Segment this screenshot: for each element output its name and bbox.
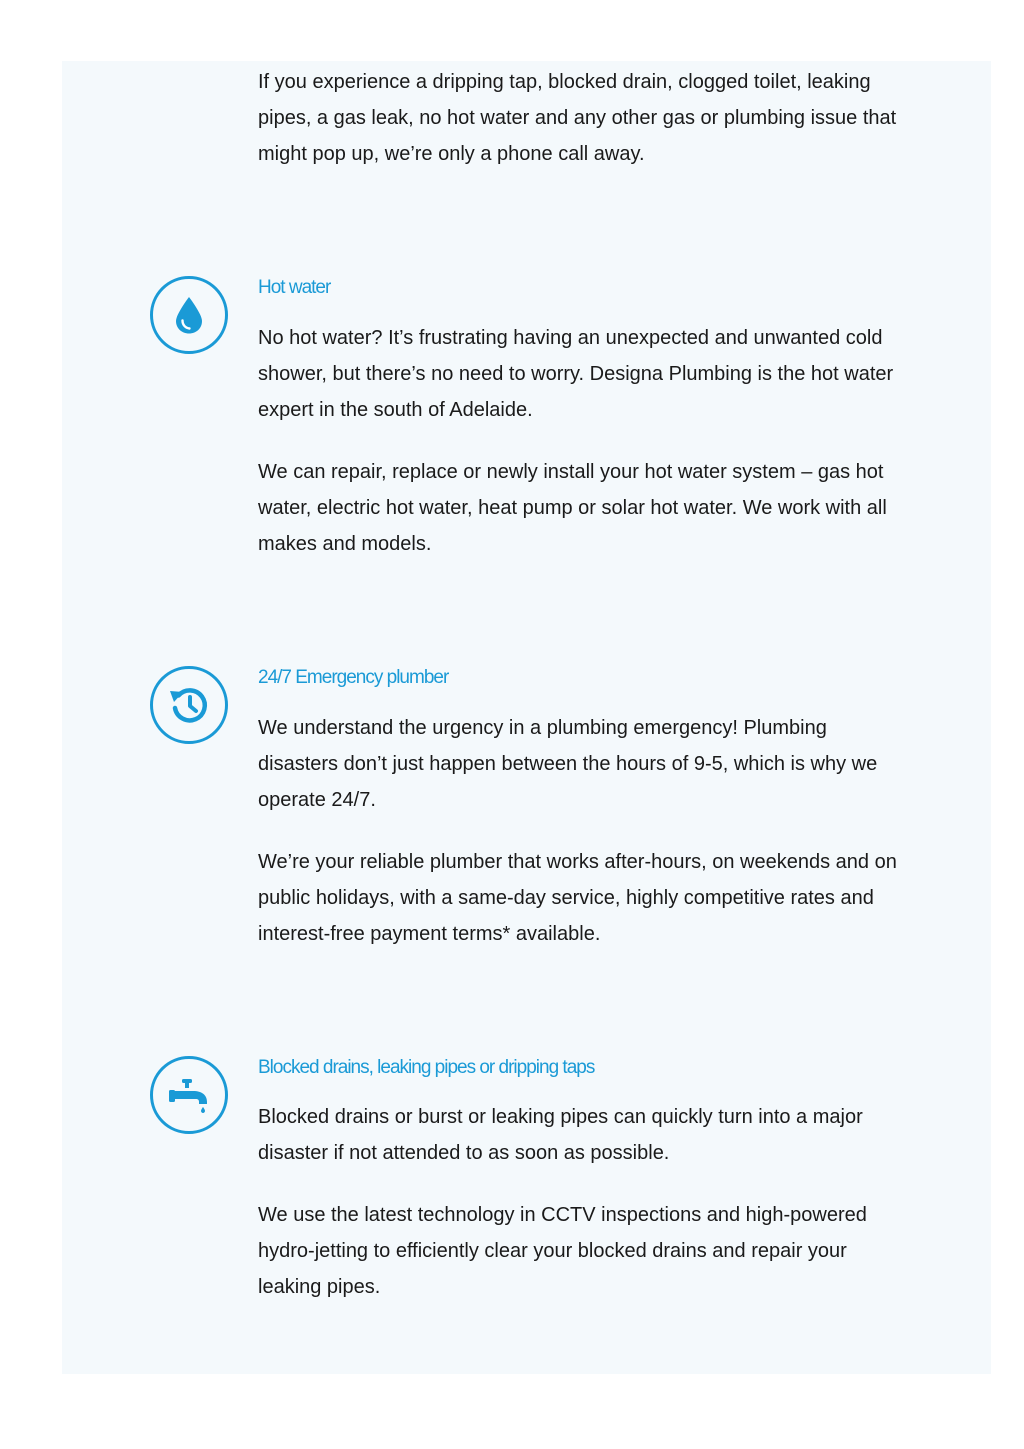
emergency-paragraph-1: We understand the urgency in a plumbing emergency! Plumbing disasters don’t just happen between the hours of 9-5, which is why we operate 24/7. bbox=[258, 717, 878, 811]
blocked-drains-paragraph-1: Blocked drains or burst or leaking pipes can quickly turn into a major disaster if not attended to as soon as possible. bbox=[258, 1106, 863, 1164]
history-clock-icon bbox=[150, 666, 228, 744]
water-drop-icon bbox=[150, 276, 228, 354]
service-heading-hot-water: Hot water bbox=[258, 277, 331, 298]
faucet-icon bbox=[150, 1056, 228, 1134]
service-heading-emergency: 24/7 Emergency plumber bbox=[258, 667, 449, 688]
hot-water-paragraph-1: No hot water? It’s frustrating having an unexpected and unwanted cold shower, but there’s no need to worry. Designa Plumbing is the hot water expert in the south of Adelaide. bbox=[258, 327, 894, 421]
hot-water-paragraph-2: We can repair, replace or newly install your hot water system – gas hot water, electric hot water, heat pump or solar hot water. We work with all makes and models. bbox=[258, 461, 887, 555]
intro-paragraph: If you experience a dripping tap, blocked drain, clogged toilet, leaking pipes, a gas leak, no hot water and any other gas or plumbing issue that might pop up, we’re only a phone call away. bbox=[258, 71, 897, 165]
service-heading-blocked-drains: Blocked drains, leaking pipes or dripping taps bbox=[258, 1057, 595, 1078]
blocked-drains-paragraph-2: We use the latest technology in CCTV inspections and high-powered hydro-jetting to efficiently clear your blocked drains and repair your leaking pipes. bbox=[258, 1204, 867, 1298]
emergency-paragraph-2: We’re your reliable plumber that works after-hours, on weekends and on public holidays, with a same-day service, highly competitive rates and interest-free payment terms* available. bbox=[258, 851, 897, 945]
